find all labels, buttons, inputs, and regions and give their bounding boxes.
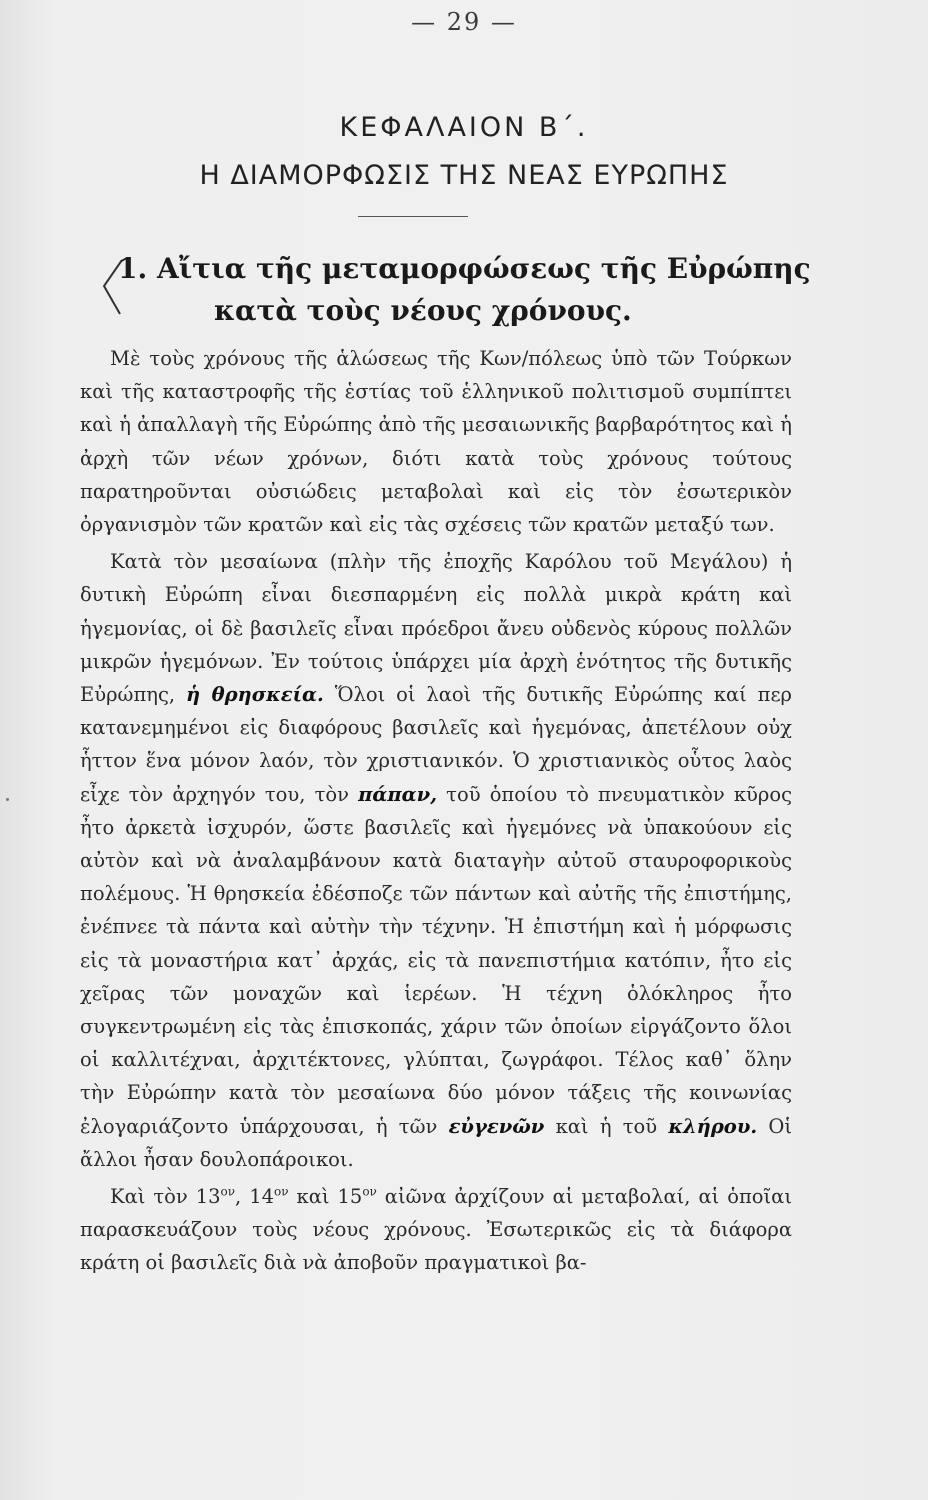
ordinal-suffix: ον — [220, 1184, 236, 1199]
paragraph-2-part-e: τοῦ ὁποίου τὸ πνευματικὸν κῦρος ἦτο ἀρκετὰ ἰσχυρόν, ὥστε βασιλεῖς καὶ ἡγεμόνες νὰ ὑπακούουν εἰς αὐτὸν καὶ νὰ ἀναλαμβάνουν κατὰ διαταγὴν αὐτοῦ σταυροφορικοὺς πολέμους. Ἡ θρησκεία ἐδέσποζε τῶν πάντων καὶ αὐτῆς τῆς ἐπιστήμης, ἐνέπνεε τὰ πάντα καὶ αὐτὴν τὴν τέχνην. Ἡ ἐπιστήμη καὶ ἡ μόρφωσις εἰς τὰ μοναστήρια κατ᾿ ἀρχάς, εἰς τὰ πανεπιστήμια κατόπιν, ἦτο εἰς χεῖρας τῶν μοναχῶν καὶ ἱερέων. Ἡ τέχνη ὁλόκληρος ἦτο συγκεντρωμένη εἰς τὰς ἐπισκοπάς, χάριν τῶν ὁποίων εἰργάζοντο ὅλοι οἱ καλλιτέχναι, ἀρχιτέκτονες, γλύπται, ζωγράφοι. Τέλος καθ᾿ ὅλην τὴν Εὐρώπην κατὰ τὸν μεσαίωνα δύο μόνον τάξεις τῆς κοινωνίας ἐλογαριάζοντο ὑπάρχουσαι, ἡ τῶν — [80, 782, 793, 1138]
paragraph-2-part-i: Οἱ ἄλλοι ἦσαν δουλοπάροικοι. — [80, 1114, 793, 1171]
paragraph-3-part-b: , 14 — [235, 1185, 275, 1209]
paragraph-3-part-a: Καὶ τὸν 13 — [110, 1185, 221, 1209]
emphasis-religion: ἡ θρησκεία. — [185, 683, 324, 707]
paragraph-2-part-c: Ὅλοι οἱ λαοὶ τῆς δυτικῆς Εὐρώπης καί περ κατανεμημένοι εἰς διαφόρους βασιλεῖς καὶ ἡγεμόνας, ἀπετέλουν οὐχ ἧττον ἕνα μόνον λαόν, τὸν χριστιανικόν. Ὁ χριστιανικὸς οὗτος λαὸς εἶχε τὸν ἀρχηγόν του, τὸν — [80, 683, 793, 806]
paragraph-2 — [80, 545, 792, 1176]
paragraph-1: Μὲ τοὺς χρόνους τῆς ἁλώσεως τῆς Κων/πόλεως ὑπὸ τῶν Τούρκων καὶ τῆς καταστροφῆς τῆς ἑστίας τοῦ ἑλληνικοῦ πολιτισμοῦ συμπίπτει καὶ ἡ ἀπαλλαγὴ τῆς Εὐρώπης ἀπὸ τῆς μεσαιωνικῆς βαρβαρότητος καὶ ἡ ἀρχὴ τῶν νέων χρόνων, διότι κατὰ τοὺς χρόνους τούτους παρατηροῦνται οὐσιώδεις μεταβολαὶ καὶ εἰς τὸν ἐσωτερικὸν ὀργανισμὸν τῶν κρατῶν καὶ εἰς τὰς σχέσεις τῶν κρατῶν μεταξύ των. — [80, 347, 792, 537]
paragraph-3-part-c: καὶ 15 — [288, 1185, 363, 1209]
paragraph-3-part-d: αἰῶνα ἀρχίζουν αἱ μεταβολαί, αἱ ὁποῖαι παρασκευάζουν τοὺς νέους χρόνους. Ἐσωτερικῶς εἰς τὰ διάφορα κράτη οἱ βασιλεῖς διὰ νὰ ἀποβοῦν πραγματικοὶ βα- — [80, 1185, 792, 1275]
paragraph-3 — [80, 1180, 792, 1280]
chapter-label: ΚΕΦΑΛΑΙΟΝ Β΄. — [339, 112, 589, 143]
body-text — [80, 342, 792, 1280]
page-number: — 29 — — [411, 8, 517, 36]
paragraph-2-part-g: καὶ ἡ τοῦ — [555, 1114, 658, 1138]
ordinal-suffix: ον — [274, 1184, 289, 1199]
paragraph-2-part-a: Κατὰ τὸν μεσαίωνα (πλὴν τῆς ἐποχῆς Καρόλου τοῦ Μεγάλου) ἡ δυτικὴ Εὐρώπη εἶναι διεσπαρμένη εἰς πολλὰ μικρὰ κράτη καὶ ἡγεμονίας, οἱ δὲ βασιλεῖς εἶναι πρόεδροι ἄνευ οὐδενὸς κύρους πολλῶν μικρῶν ἡγεμόνων. Ἐν τούτοις ὑπάρχει μία ἀρχὴ ἑνότητος τῆς δυτικῆς Εὐρώπης, — [80, 550, 792, 707]
emphasis-nobles: εὐγενῶν — [448, 1114, 545, 1138]
paper-speck — [6, 798, 9, 801]
section-title-line2: κατὰ τοὺς νέους χρόνους. — [214, 294, 632, 327]
emphasis-pope: πάπαν, — [358, 782, 438, 806]
ordinal-suffix: ον — [362, 1184, 377, 1199]
emphasis-clergy: κλήρου. — [668, 1114, 758, 1138]
section-heading — [118, 248, 818, 332]
section-title-line1: Αἴτια τῆς μεταμορφώσεως τῆς Εὐρώπης — [156, 252, 811, 285]
title-divider — [358, 216, 468, 217]
chapter-title: Η ΔΙΑΜΟΡΦΩΣΙΣ ΤΗΣ ΝΕΑΣ ΕΥΡΩΠΗΣ — [199, 160, 729, 191]
section-number: 1. — [118, 252, 148, 285]
